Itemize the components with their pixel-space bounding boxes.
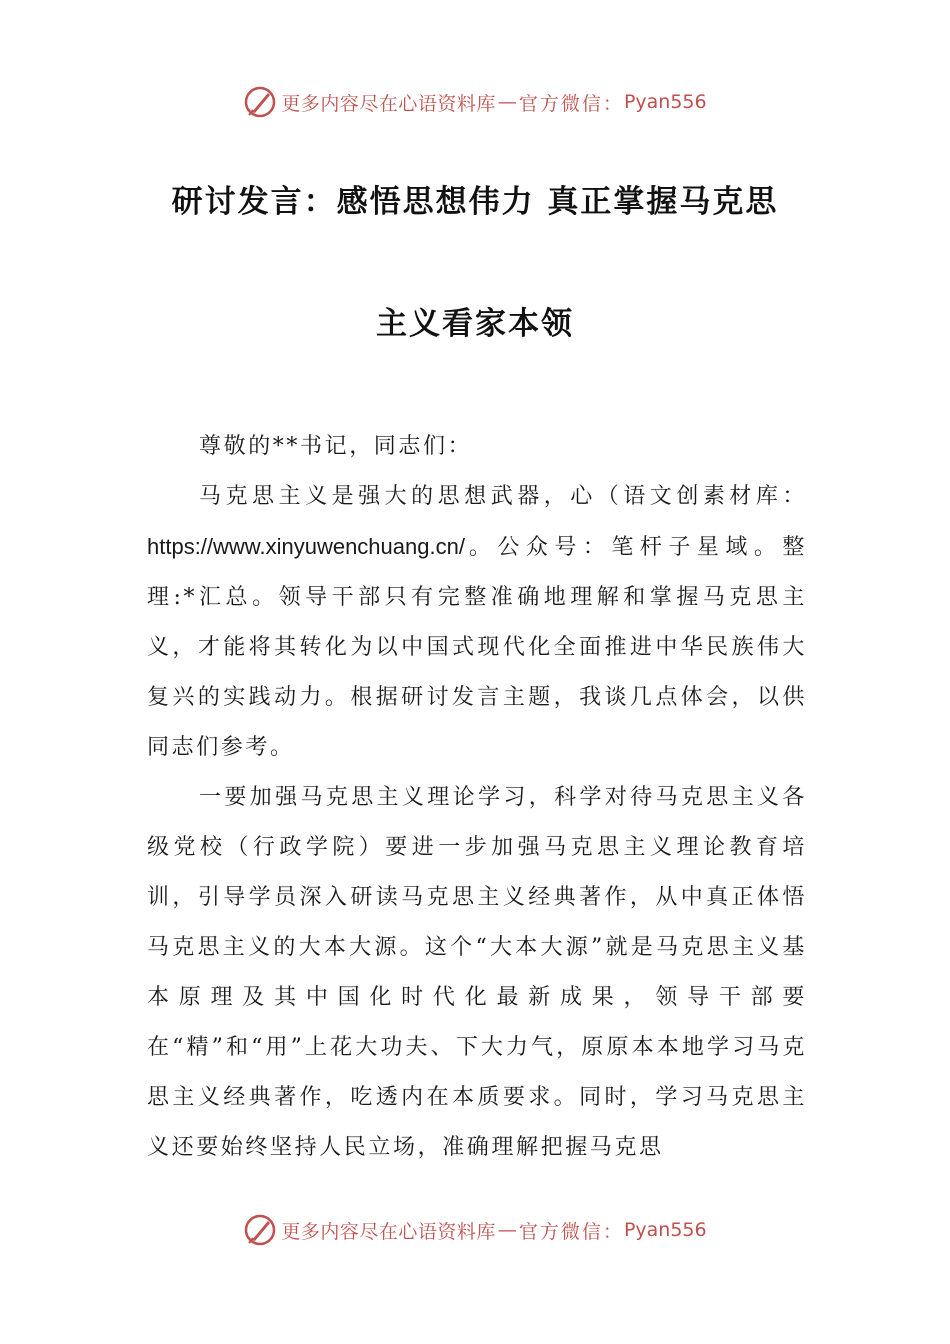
footer-separator: — [497, 1219, 517, 1241]
quill-pen-logo-icon [243, 85, 277, 119]
paragraph-1-rest: 。公众号：笔杆子星域。整理:*汇总。领导干部只有完整准确地理解和掌握马克思主义，才能将其转化为以中国式现代化全面推进中华民族伟大复兴的实践动力。根据研讨发言主题，我谈几点体会，以供同志们参考。 [147, 535, 807, 760]
banner-wechat-label: 官方微信： [518, 92, 624, 115]
footer-wechat-id: Pyan556 [623, 1219, 707, 1241]
paragraph-1 [147, 472, 807, 773]
paragraph-1-intro: 马克思主义是强大的思想武器，心（语文创素材库： [199, 484, 807, 509]
banner-separator: — [497, 91, 517, 113]
footer-brand: 更多内容尽在心语资料库 [281, 1220, 496, 1243]
quill-pen-logo-icon [243, 1213, 277, 1247]
salutation: 尊敬的**书记，同志们： [199, 434, 473, 459]
header-banner [0, 82, 950, 122]
document-body [147, 422, 807, 1173]
banner-brand: 更多内容尽在心语资料库 [281, 92, 496, 115]
footer-banner [0, 1210, 950, 1250]
page-title-line-1: 研讨发言：感悟思想伟力 真正掌握马克思 [171, 184, 779, 220]
source-url-link[interactable]: https://www.xinyuwenchuang.cn/ [147, 534, 465, 559]
paragraph-2: 一要加强马克思主义理论学习，科学对待马克思主义各级党校（行政学院）要进一步加强马克思主义理论教育培训，引导学员深入研读马克思主义经典著作，从中真正体悟马克思主义的大本大源。这个“大本大源”就是马克思主义基本原理及其中国化时代化最新成果，领导干部要在“精”和“用”上花大功夫、下大力气，原原本本地学习马克思主义经典著作，吃透内在本质要求。同时，学习马克思主义还要始终坚持人民立场，准确理解把握马克思 [147, 785, 807, 1160]
footer-wechat-label: 官方微信： [518, 1220, 624, 1243]
page-title-line-2: 主义看家本领 [376, 306, 574, 342]
banner-wechat-id: Pyan556 [623, 91, 707, 113]
